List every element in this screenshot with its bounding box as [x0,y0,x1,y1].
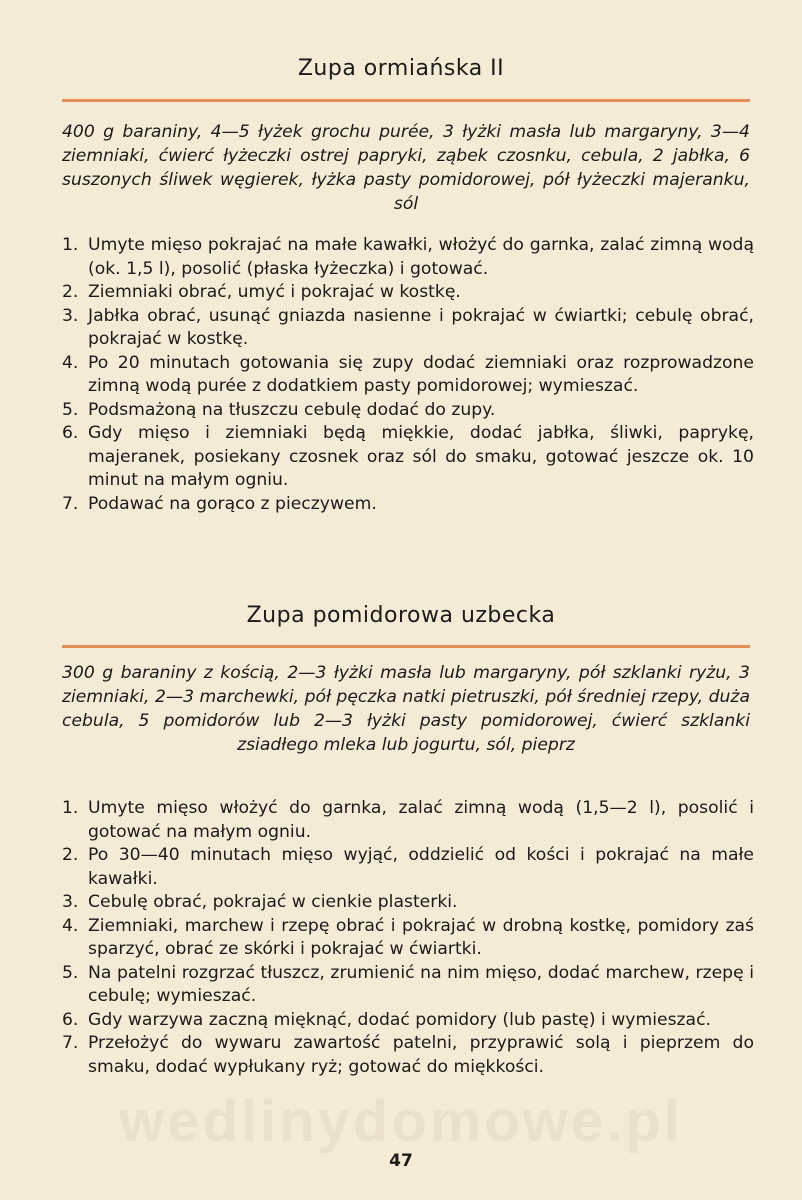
step-text: Umyte mięso pokrajać na małe kawałki, włożyć do garnka, zalać zimną wodą (ok. 1,5 l), posolić (płaska łyżeczka) i gotować. [88,235,754,279]
step-item [62,1009,754,1033]
step-number: 7. [62,493,79,514]
step-item [62,891,754,915]
step-text: Jabłka obrać, usunąć gniazda nasienne i pokrajać w ćwiartki; cebulę obrać, pokrajać w kostkę. [88,305,754,349]
step-number: 1. [62,798,79,818]
step-item [62,962,754,1009]
step-text: Podsmażoną na tłuszczu cebulę dodać do zupy. [88,399,496,420]
step-item [62,281,754,305]
step-text: Przełożyć do wywaru zawartość patelni, przyprawić solą i pieprzem do smaku, dodać wypłukany ryż; gotować do miękkości. [88,1033,754,1077]
watermark: wedlinydomowe.pl [119,1089,683,1154]
step-number: 3. [62,892,79,912]
step-number: 7. [62,1033,79,1053]
step-item [62,422,754,493]
step-text: Po 30—40 minutach mięso wyjąć, oddzielić od kości i pokrajać na małe kawałki. [88,845,754,889]
step-text: Gdy warzywa zaczną mięknąć, dodać pomidory (lub pastę) i wymieszać. [88,1009,711,1030]
step-item [62,1032,754,1079]
recipe-steps [62,234,754,516]
step-item [62,915,754,962]
step-text: Po 20 minutach gotowania się zupy dodać ziemniaki oraz rozprowadzone zimną wodą purée z dodatkiem pasty pomidorowej; wymieszać. [88,352,754,396]
step-item [62,844,754,891]
title-divider [62,645,750,648]
step-number: 4. [62,915,79,936]
step-text: Podawać na gorąco z pieczywem. [88,493,377,514]
step-number: 2. [62,282,79,302]
step-number: 4. [62,352,79,373]
page-number: 47 [389,1151,413,1171]
step-item [62,305,754,352]
step-text: Gdy mięso i ziemniaki będą miękkie, dodać jabłka, śliwki, paprykę, majeranek, posiekany czosnek oraz sól do smaku, gotować jeszcze ok. 10 minut na małym ogniu. [88,423,754,490]
recipe-steps [62,797,754,1079]
title-divider [62,99,750,102]
step-number: 5. [62,399,79,420]
step-number: 2. [62,845,79,865]
step-item [62,234,754,281]
recipe-title: Zupa ormiańska II [297,56,505,81]
recipe-title: Zupa pomidorowa uzbecka [246,603,556,628]
step-text: Cebulę obrać, pokrajać w cienkie plasterki. [88,892,458,912]
step-text: Umyte mięso włożyć do garnka, zalać zimną wodą (1,5—2 l), posolić i gotować na małym ogniu. [88,798,754,842]
ingredients-list: 300 g baraniny z kością, 2—3 łyżki masła lub margaryny, pół szklanki ryżu, 3 ziemniaki, 2—3 marchewki, pół pęczka natki pietruszki, pół średniej rzepy, duża cebula, 5 pomidorów lub 2—3 łyżki pasty pomidorowej, ćwierć szklanki zsiadłego mleka lub jogurtu, sól, pieprz [62,663,750,755]
step-item [62,493,754,517]
step-item [62,352,754,399]
step-text: Ziemniaki, marchew i rzepę obrać i pokrajać w drobną kostkę, pomidory zaś sparzyć, obrać ze skórki i pokrajać w ćwiartki. [88,915,754,959]
ingredients-list: 400 g baraniny, 4—5 łyżek grochu purée, 3 łyżki masła lub margaryny, 3—4 ziemniaki, ćwierć łyżeczki ostrej papryki, ząbek czosnku, cebula, 2 jabłka, 6 suszonych śliwek węgierek, łyżka pasty pomidorowej, pół łyżeczki majeranku, sól [62,122,750,214]
step-number: 1. [62,235,79,255]
step-number: 6. [62,423,79,443]
step-text: Ziemniaki obrać, umyć i pokrajać w kostkę. [88,282,461,302]
step-item [62,399,754,423]
step-number: 6. [62,1009,79,1030]
step-number: 3. [62,305,79,326]
step-text: Na patelni rozgrzać tłuszcz, zrumienić na nim mięso, dodać marchew, rzepę i cebulę; wymieszać. [88,962,754,1006]
step-item [62,797,754,844]
step-number: 5. [62,962,79,983]
